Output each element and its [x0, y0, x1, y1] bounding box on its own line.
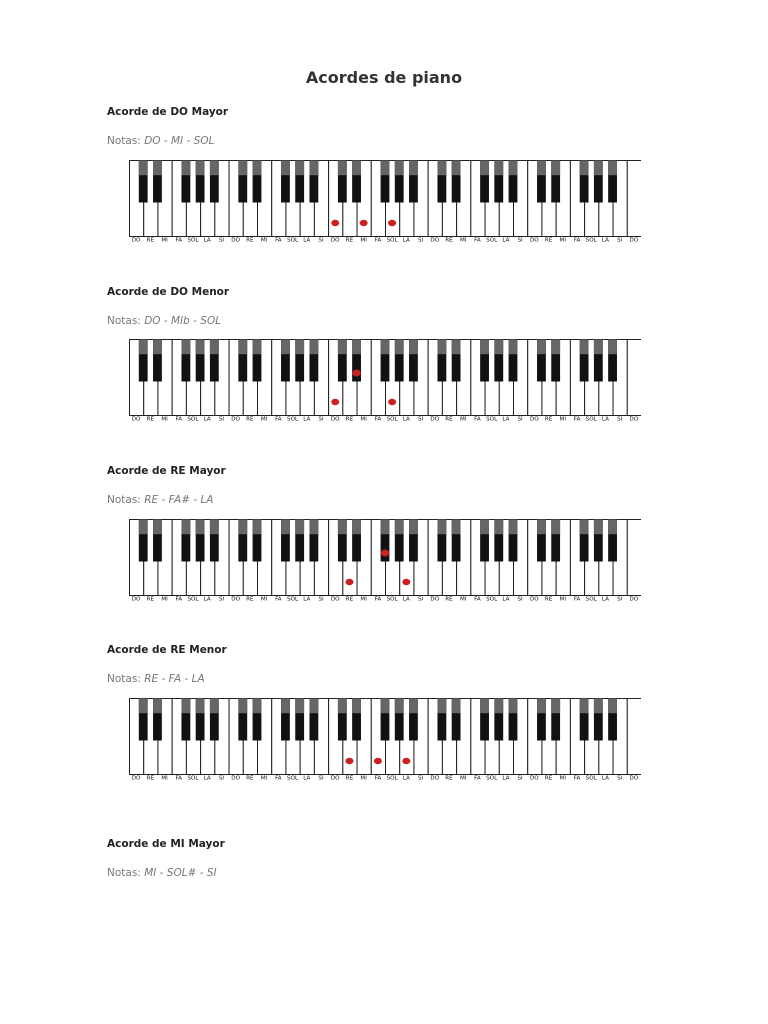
key-label: RE [246, 596, 254, 601]
key-label: DO [330, 237, 340, 242]
black-key [281, 340, 290, 382]
key-label: FA [474, 237, 481, 242]
black-key [309, 161, 318, 203]
black-key [608, 699, 617, 741]
black-key [537, 520, 546, 562]
key-label: LA [303, 596, 311, 601]
key-label: FA [275, 416, 282, 421]
chord-note-marker [345, 758, 353, 764]
key-label: SI [617, 596, 623, 601]
key-label: SI [517, 775, 523, 780]
key-label: RE [544, 775, 553, 780]
key-label: LA [203, 775, 211, 780]
key-label: LA [203, 596, 211, 601]
key-label: SOL [287, 237, 299, 242]
key-label: FA [275, 596, 282, 601]
key-label: MI [260, 237, 268, 242]
key-label: RE [246, 237, 254, 242]
notes-prefix: Notas: [107, 867, 141, 879]
piano-keyboard [129, 698, 641, 780]
key-label: LA [303, 775, 311, 780]
keyboard-svg [129, 698, 641, 780]
key-label: LA [402, 775, 410, 780]
black-key [181, 699, 190, 741]
key-label: MI [161, 775, 168, 780]
key-label: MI [360, 775, 367, 780]
key-label: FA [573, 596, 581, 601]
black-key [409, 699, 418, 741]
key-label: FA [275, 775, 282, 780]
black-key [153, 161, 162, 203]
black-key [551, 520, 560, 562]
black-key [153, 520, 162, 562]
black-key [352, 699, 361, 741]
black-key [494, 161, 503, 203]
key-label: SOL [386, 416, 398, 421]
key-label: LA [402, 416, 410, 421]
key-label: SOL [386, 775, 398, 780]
key-label: SI [318, 775, 324, 780]
black-key [480, 340, 489, 382]
key-label: LA [203, 416, 211, 421]
chord-note-marker [331, 220, 339, 226]
key-label: RE [345, 416, 354, 421]
key-label: FA [474, 596, 481, 601]
key-label: LA [601, 237, 609, 242]
key-label: SOL [486, 416, 498, 421]
black-key [608, 520, 617, 562]
black-key [295, 340, 304, 382]
key-label: SI [318, 416, 324, 421]
chord-notes [107, 315, 221, 327]
key-label: DO [231, 775, 241, 780]
key-label: DO [529, 416, 539, 421]
black-key [295, 161, 304, 203]
key-label: MI [459, 775, 467, 780]
key-label: SOL [187, 596, 199, 601]
black-key [409, 340, 418, 382]
chord-title: Acorde de RE Menor [107, 644, 227, 656]
key-label: SOL [386, 237, 398, 242]
key-label: FA [474, 775, 481, 780]
key-label: RE [544, 416, 553, 421]
black-key [608, 340, 617, 382]
black-key [494, 340, 503, 382]
black-key [395, 340, 404, 382]
key-label: SI [218, 775, 225, 780]
key-label: LA [303, 416, 311, 421]
chord-title: Acorde de MI Mayor [107, 838, 225, 850]
black-key [253, 161, 262, 203]
black-key [181, 520, 190, 562]
key-label: DO [131, 237, 141, 242]
black-key [494, 520, 503, 562]
key-label: DO [430, 416, 440, 421]
key-label: SOL [585, 237, 597, 242]
key-label: MI [559, 416, 567, 421]
key-label: LA [303, 237, 311, 242]
black-key [238, 699, 247, 741]
key-label: MI [360, 416, 367, 421]
key-label: RE [445, 596, 453, 601]
chord-notes [107, 867, 217, 879]
key-label: SI [218, 237, 225, 242]
black-key [338, 340, 347, 382]
key-label: RE [345, 596, 354, 601]
black-key [395, 699, 404, 741]
black-key [608, 161, 617, 203]
key-label: FA [573, 416, 581, 421]
chord-title: Acorde de RE Mayor [107, 465, 226, 477]
key-label: DO [231, 596, 241, 601]
chord-note-marker [402, 758, 410, 764]
key-label: SI [218, 596, 225, 601]
key-label: MI [360, 596, 367, 601]
key-label: SI [417, 416, 424, 421]
key-label: DO [330, 596, 340, 601]
black-key [509, 340, 518, 382]
key-label: SI [417, 775, 424, 780]
key-label: SOL [486, 237, 498, 242]
key-label: RE [544, 596, 553, 601]
key-label: SOL [486, 596, 498, 601]
black-key [580, 699, 589, 741]
piano-keyboard [129, 339, 641, 421]
key-label: FA [175, 596, 183, 601]
black-key [452, 520, 461, 562]
notes-prefix: Notas: [107, 135, 141, 147]
black-key [480, 161, 489, 203]
key-label: SI [218, 416, 225, 421]
notes-value: DO - MIb - SOL [144, 315, 222, 327]
black-key [409, 520, 418, 562]
key-label: FA [573, 775, 581, 780]
key-label: FA [275, 237, 282, 242]
key-label: LA [402, 237, 410, 242]
key-label: LA [502, 416, 510, 421]
piano-keyboard [129, 519, 641, 601]
chord-notes [107, 494, 213, 506]
black-key [381, 161, 390, 203]
black-key [452, 340, 461, 382]
white-key [627, 699, 641, 775]
key-label: SOL [187, 237, 199, 242]
key-label: SOL [386, 596, 398, 601]
chord-note-marker [331, 399, 339, 405]
key-label: DO [330, 775, 340, 780]
black-key [196, 340, 205, 382]
black-key [338, 520, 347, 562]
key-label: FA [175, 416, 183, 421]
black-key [238, 340, 247, 382]
black-key [210, 161, 219, 203]
key-label: RE [345, 237, 354, 242]
black-key [537, 699, 546, 741]
black-key [139, 161, 148, 203]
black-key [480, 520, 489, 562]
black-key [580, 161, 589, 203]
black-key [139, 699, 148, 741]
keyboard-svg [129, 160, 641, 242]
black-key [281, 161, 290, 203]
key-label: SOL [585, 775, 597, 780]
key-label: MI [161, 596, 168, 601]
key-label: DO [430, 775, 440, 780]
key-label: SI [318, 596, 324, 601]
black-key [594, 340, 603, 382]
key-label: MI [459, 596, 467, 601]
key-label: MI [559, 237, 567, 242]
key-label: SI [617, 237, 623, 242]
key-label: DO [231, 416, 241, 421]
white-key [627, 161, 641, 237]
chord-note-marker [360, 220, 368, 226]
key-label: MI [260, 775, 268, 780]
black-key [295, 520, 304, 562]
key-label: SI [617, 416, 623, 421]
black-key [210, 699, 219, 741]
key-label: SI [318, 237, 324, 242]
black-key [381, 699, 390, 741]
key-label: DO [131, 775, 141, 780]
key-label: MI [360, 237, 367, 242]
black-key [153, 340, 162, 382]
key-label: SOL [585, 596, 597, 601]
black-key [253, 520, 262, 562]
chord-notes [107, 673, 205, 685]
key-label: FA [573, 237, 581, 242]
notes-prefix: Notas: [107, 494, 141, 506]
black-key [210, 340, 219, 382]
black-key [551, 161, 560, 203]
key-label: SI [517, 416, 523, 421]
notes-prefix: Notas: [107, 673, 141, 685]
key-label: DO [430, 596, 440, 601]
notes-value: RE - FA - LA [144, 673, 205, 685]
key-label: DO [430, 237, 440, 242]
key-label: DO [629, 596, 639, 601]
black-key [509, 520, 518, 562]
key-label: SOL [287, 596, 299, 601]
black-key [437, 340, 446, 382]
black-key [537, 340, 546, 382]
black-key [295, 699, 304, 741]
black-key [395, 161, 404, 203]
black-key [153, 699, 162, 741]
key-label: LA [502, 775, 510, 780]
key-label: DO [529, 775, 539, 780]
key-label: RE [146, 596, 155, 601]
white-key [627, 340, 641, 416]
key-label: MI [459, 237, 467, 242]
black-key [253, 340, 262, 382]
chord-note-marker [388, 220, 396, 226]
page-title: Acordes de piano [305, 68, 463, 87]
chord-title: Acorde de DO Menor [107, 286, 230, 298]
key-label: DO [629, 237, 639, 242]
black-key [309, 699, 318, 741]
key-label: MI [559, 596, 567, 601]
key-label: FA [374, 596, 382, 601]
key-label: LA [601, 775, 609, 780]
key-label: RE [246, 416, 254, 421]
key-label: FA [175, 775, 183, 780]
key-label: LA [402, 596, 410, 601]
black-key [551, 340, 560, 382]
key-label: SI [417, 596, 424, 601]
keyboard-svg [129, 339, 641, 421]
key-label: DO [131, 416, 141, 421]
black-key [537, 161, 546, 203]
key-label: SOL [287, 775, 299, 780]
black-key [437, 161, 446, 203]
key-label: RE [345, 775, 354, 780]
key-label: DO [529, 596, 539, 601]
key-label: MI [459, 416, 467, 421]
black-key [238, 161, 247, 203]
key-label: FA [474, 416, 481, 421]
key-label: RE [445, 775, 453, 780]
black-key [309, 340, 318, 382]
black-key [338, 699, 347, 741]
key-label: RE [146, 416, 155, 421]
key-label: SOL [585, 416, 597, 421]
chord-title: Acorde de DO Mayor [107, 106, 229, 118]
black-key [509, 699, 518, 741]
chord-note-marker [374, 758, 382, 764]
chord-note-marker [345, 579, 353, 585]
black-key [580, 340, 589, 382]
black-key [139, 340, 148, 382]
key-label: FA [374, 237, 382, 242]
key-label: SOL [187, 416, 199, 421]
chord-notes [107, 135, 214, 147]
black-key [281, 520, 290, 562]
key-label: MI [161, 416, 168, 421]
key-label: SOL [187, 775, 199, 780]
chord-note-marker [381, 550, 389, 557]
black-key [452, 699, 461, 741]
key-label: SI [417, 237, 424, 242]
black-key [281, 699, 290, 741]
key-label: MI [559, 775, 567, 780]
black-key [238, 520, 247, 562]
key-label: SOL [287, 416, 299, 421]
key-label: MI [260, 416, 268, 421]
black-key [196, 520, 205, 562]
chord-note-marker [352, 370, 360, 377]
chord-note-marker [402, 579, 410, 585]
black-key [352, 161, 361, 203]
key-label: MI [260, 596, 268, 601]
black-key [509, 161, 518, 203]
key-label: MI [161, 237, 168, 242]
black-key [452, 161, 461, 203]
black-key [196, 161, 205, 203]
notes-prefix: Notas: [107, 315, 141, 327]
notes-value: RE - FA# - LA [144, 494, 214, 506]
key-label: SI [617, 775, 623, 780]
key-label: LA [601, 416, 609, 421]
key-label: SI [517, 237, 523, 242]
key-label: DO [131, 596, 141, 601]
black-key [437, 699, 446, 741]
key-label: DO [629, 775, 639, 780]
key-label: FA [374, 416, 382, 421]
key-label: RE [146, 775, 155, 780]
black-key [139, 520, 148, 562]
black-key [594, 520, 603, 562]
key-label: DO [529, 237, 539, 242]
key-label: DO [330, 416, 340, 421]
key-label: DO [231, 237, 241, 242]
key-label: SI [517, 596, 523, 601]
piano-keyboard [129, 160, 641, 242]
key-label: RE [445, 237, 453, 242]
black-key [381, 340, 390, 382]
chord-note-marker [388, 399, 396, 405]
key-label: LA [203, 237, 211, 242]
key-label: DO [629, 416, 639, 421]
black-key [352, 520, 361, 562]
key-label: SOL [486, 775, 498, 780]
black-key [480, 699, 489, 741]
keyboard-svg [129, 519, 641, 601]
black-key [580, 520, 589, 562]
key-label: RE [544, 237, 553, 242]
black-key [309, 520, 318, 562]
notes-value: MI - SOL# - SI [144, 867, 217, 879]
notes-value: DO - MI - SOL [144, 135, 215, 147]
black-key [253, 699, 262, 741]
key-label: LA [502, 596, 510, 601]
key-label: LA [502, 237, 510, 242]
key-label: FA [175, 237, 183, 242]
black-key [338, 161, 347, 203]
black-key [494, 699, 503, 741]
black-key [181, 340, 190, 382]
black-key [594, 161, 603, 203]
key-label: FA [374, 775, 382, 780]
black-key [551, 699, 560, 741]
black-key [409, 161, 418, 203]
key-label: RE [445, 416, 453, 421]
key-label: RE [146, 237, 155, 242]
key-label: RE [246, 775, 254, 780]
black-key [395, 520, 404, 562]
black-key [437, 520, 446, 562]
black-key [210, 520, 219, 562]
black-key [594, 699, 603, 741]
black-key [196, 699, 205, 741]
white-key [627, 520, 641, 596]
black-key [181, 161, 190, 203]
key-label: LA [601, 596, 609, 601]
